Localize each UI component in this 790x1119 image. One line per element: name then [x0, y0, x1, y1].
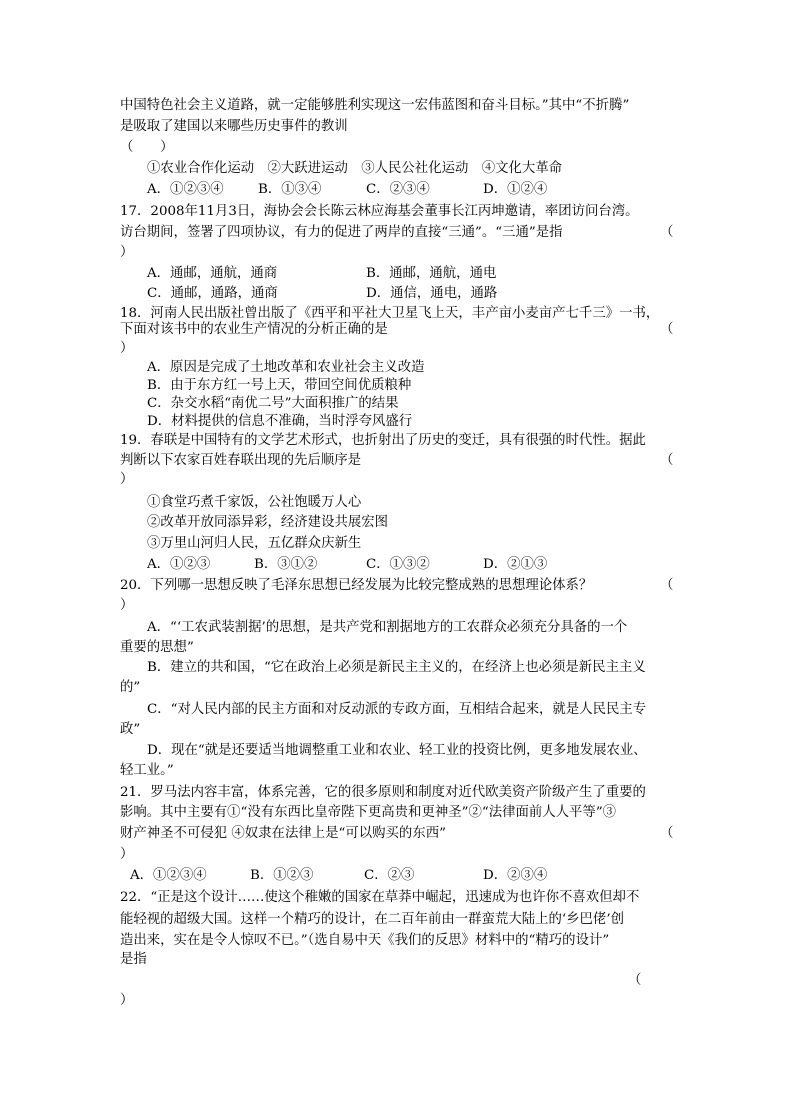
question-17-option-a: A．通邮，通航，通商	[147, 266, 278, 281]
question-18-paren-close: ）	[120, 341, 134, 356]
question-21-option-d: D．②③④	[483, 868, 548, 883]
question-19-item-1: ①食堂巧煮千家饭，公社饱暖万人心	[147, 495, 362, 510]
question-17-paren-open: （	[660, 225, 674, 240]
question-20-paren-close: ）	[120, 598, 134, 613]
question-16-option-a: A．①②③④	[147, 182, 224, 197]
question-19-option-c: C．①③②	[366, 557, 430, 572]
question-22-stem-line: 造出来，实在是令人惊叹不已。”（选自易中天《我们的反思》材料中的“精巧的设计”	[120, 933, 610, 948]
question-16-stem-line: 中国特色社会主义道路，就一定能够胜利实现这一宏伟蓝图和奋斗目标。”其中“不折腾”	[120, 98, 630, 113]
question-22-stem-line: 能轻视的超级大国。这样一个精巧的设计，在二百年前由一群蛮荒大陆上的‘乡巴佬’创	[120, 912, 624, 927]
question-19-stem-line: 判断以下农家百姓春联出现的先后顺序是	[120, 453, 362, 468]
question-21-option-a: A．①②③④	[130, 868, 207, 883]
question-16-answer-paren: （ ）	[120, 140, 174, 155]
question-18-option-a: A．原因是完成了土地改革和农业社会主义改造	[147, 360, 425, 375]
question-17-paren-close: ）	[120, 245, 134, 260]
question-16-option-d: D．①②④	[483, 182, 548, 197]
question-21-option-c: C．②③	[364, 868, 415, 883]
question-16-items: ①农业合作化运动 ②大跃进运动 ③人民公社化运动 ④文化大革命	[147, 161, 563, 176]
question-17-stem-line: 17．2008年11月3日，海协会会长陈云林应海基会董事长江丙坤邀请，率团访问台湾。	[120, 204, 639, 219]
question-20-option-d-cont: 轻工业。”	[120, 763, 174, 778]
question-17-option-c: C．通邮，通路，通商	[147, 286, 278, 301]
question-21-paren-close: ）	[120, 847, 134, 862]
question-20-option-a-cont: 重要的思想”	[120, 640, 194, 655]
question-19-option-d: D．②①③	[483, 557, 548, 572]
question-18-stem-line: 18．河南人民出版社曾出版了《西平和平社大卫星飞上天，丰产亩小麦亩产七千三》一书，	[120, 306, 660, 321]
question-16-option-b: B．①③④	[258, 182, 322, 197]
question-16-stem-line: 是吸取了建国以来哪些历史事件的教训	[120, 119, 348, 134]
question-17-stem-line: 访台期间，签署了四项协议，有力的促进了两岸的直接“三通”。“三通”是指	[120, 225, 563, 240]
question-20-option-b: B．建立的共和国，“它在政治上必须是新民主主义的，在经济上也必须是新民主主义	[147, 660, 646, 675]
question-19-item-3: ③万里山河归人民，五亿群众庆新生	[147, 536, 362, 551]
question-20-option-c: C．“对人民内部的民主方面和对反动派的专政方面，互相结合起来，就是人民民主专	[147, 702, 647, 717]
question-21-stem-line: 影响。其中主要有①“没有东西比皇帝陛下更高贵和更神圣”②“法律面前人人平等”③	[120, 805, 617, 820]
question-19-stem-line: 19．春联是中国特有的文学艺术形式，也折射出了历史的变迁，具有很强的时代性。据此	[120, 433, 646, 448]
question-20-option-b-cont: 的”	[120, 680, 141, 695]
question-17-option-b: B．通邮，通航，通电	[366, 266, 497, 281]
question-22-stem-line: 22．“正是这个设计……使这个稚嫩的国家在草莽中崛起，迅速成为也许你不喜欢但却不	[120, 890, 640, 905]
question-18-option-b: B．由于东方红一号上天，带回空间优质粮种	[147, 378, 412, 393]
question-18-stem-line: 下面对该书中的农业生产情况的分析正确的是	[120, 322, 388, 337]
question-19-paren-open: （	[660, 453, 674, 468]
question-18-option-c: C．杂交水稻“南优二号”大面积推广的结果	[147, 396, 399, 411]
question-18-option-d: D．材料提供的信息不准确，当时浮夸风盛行	[147, 414, 413, 429]
question-21-paren-open: （	[660, 826, 674, 841]
question-19-paren-close: ）	[120, 472, 134, 487]
question-19-item-2: ②改革开放同添异彩，经济建设共展宏图	[147, 515, 389, 530]
question-21-option-b: B．①②③	[250, 868, 314, 883]
question-20-option-d: D．现在“就是还要适当地调整重工业和农业、轻工业的投资比例，更多地发展农业、	[147, 743, 647, 758]
question-20-option-a: A．“‘工农武装割据’的思想，是共产党和割据地方的工农群众必须充分具备的一个	[147, 620, 628, 635]
question-17-option-d: D．通信，通电，通路	[366, 286, 498, 301]
question-22-paren-open: （	[628, 973, 642, 988]
question-21-stem-line: 21．罗马法内容丰富，体系完善，它的很多原则和制度对近代欧美资产阶级产生了重要的	[120, 785, 646, 800]
question-16-option-c: C．②③④	[366, 182, 430, 197]
question-18-paren-open: （	[660, 322, 674, 337]
question-19-option-b: B．③①②	[254, 557, 318, 572]
question-22-paren-close: ）	[120, 993, 134, 1008]
question-22-stem-line: 是指	[120, 952, 147, 967]
question-21-stem-line: 财产神圣不可侵犯 ④奴隶在法律上是“可以购买的东西”	[120, 826, 446, 841]
question-20-paren-open: （	[660, 578, 674, 593]
question-20-stem-line: 20．下列哪一思想反映了毛泽东思想已经发展为比较完整成熟的思想理论体系？	[120, 578, 593, 593]
question-20-option-c-cont: 政”	[120, 722, 141, 737]
question-19-option-a: A．①②③	[147, 557, 211, 572]
